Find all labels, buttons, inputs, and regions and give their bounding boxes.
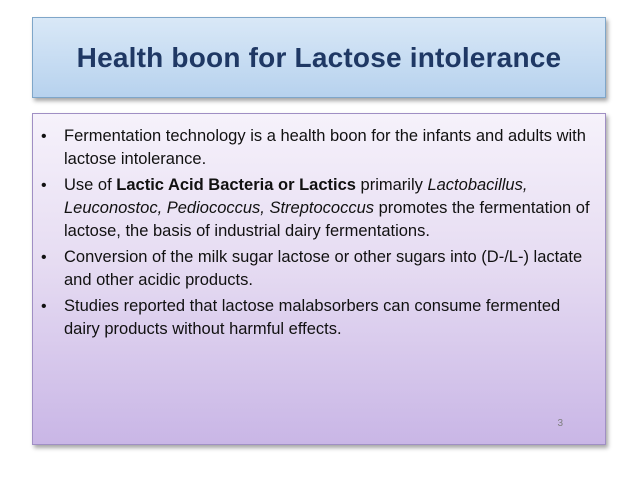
bullet-dot-icon: • — [41, 298, 47, 315]
bullet-list — [33, 125, 593, 344]
bullet-text: Studies reported that lactose malabsorbers can consume fermented dairy products without harmful effects. — [64, 297, 561, 338]
bullet-text: Fermentation technology is a health boon for the infants and adults with lactose intolerance. — [64, 127, 586, 168]
bullet-text-segment: primarily — [355, 176, 428, 194]
bullet-text-segment: Use of — [64, 176, 117, 194]
bullet-item — [33, 174, 593, 243]
bullet-dot-icon: • — [41, 128, 47, 145]
bullet-item — [33, 295, 593, 341]
bullet-text-bold: Lactic Acid Bacteria or Lactics — [116, 176, 356, 194]
title-box — [32, 17, 606, 98]
slide-title: Health boon for Lactose intolerance — [76, 41, 562, 73]
bullet-text: Conversion of the milk sugar lactose or other sugars into (D-/L-) lactate and other acidic products. — [64, 248, 583, 289]
bullet-dot-icon: • — [41, 177, 47, 194]
bullet-item — [33, 125, 593, 171]
content-box — [32, 113, 606, 445]
slide-number: 3 — [557, 418, 563, 429]
bullet-text-segment: promotes the fermentation of lactose, the basis of industrial dairy fermentations. — [64, 199, 590, 240]
bullet-text-italic: Lactobacillus, Leuconostoc, Pediococcus, Streptococcus — [64, 176, 528, 217]
bullet-item — [33, 246, 593, 292]
bullet-dot-icon: • — [41, 249, 47, 266]
